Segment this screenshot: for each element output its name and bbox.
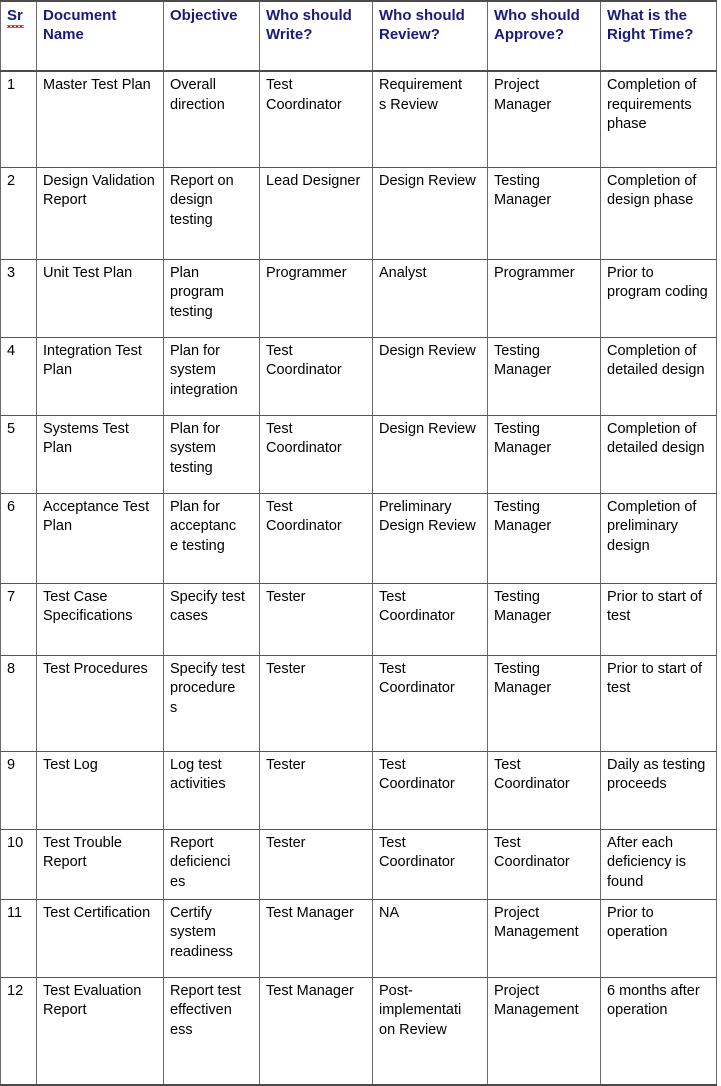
cell-right-time: Prior to start of test <box>601 655 717 751</box>
cell-who-should-write: Test Coordinator <box>260 337 373 415</box>
cell-who-should-write: Tester <box>260 829 373 899</box>
cell-who-should-review: Test Coordinator <box>373 655 488 751</box>
cell-who-should-approve: Testing Manager <box>488 337 601 415</box>
table-row <box>1 337 717 415</box>
cell-objective: Report deficienci es <box>164 829 260 899</box>
cell-sr: 10 <box>1 829 37 899</box>
cell-who-should-write: Tester <box>260 583 373 655</box>
cell-sr: 2 <box>1 167 37 259</box>
cell-who-should-write: Test Coordinator <box>260 71 373 167</box>
cell-who-should-approve: Project Management <box>488 977 601 1085</box>
cell-right-time: Prior to start of test <box>601 583 717 655</box>
cell-objective: Plan for system integration <box>164 337 260 415</box>
cell-who-should-review: Preliminary Design Review <box>373 493 488 583</box>
cell-right-time: Daily as testing proceeds <box>601 751 717 829</box>
cell-objective: Plan program testing <box>164 259 260 337</box>
cell-who-should-write: Programmer <box>260 259 373 337</box>
cell-right-time: Prior to program coding <box>601 259 717 337</box>
cell-who-should-review: Test Coordinator <box>373 583 488 655</box>
column-header-who-should-approve: Who should Approve? <box>488 1 601 71</box>
cell-objective: Overall direction <box>164 71 260 167</box>
cell-document-name: Master Test Plan <box>37 71 164 167</box>
cell-right-time: Completion of preliminary design <box>601 493 717 583</box>
cell-who-should-write: Test Manager <box>260 899 373 977</box>
cell-who-should-review: Design Review <box>373 167 488 259</box>
column-header-what-is-the-right-time: What is the Right Time? <box>601 1 717 71</box>
table-row <box>1 829 717 899</box>
cell-who-should-write: Test Coordinator <box>260 493 373 583</box>
cell-who-should-review: NA <box>373 899 488 977</box>
column-header-objective: Objective <box>164 1 260 71</box>
cell-sr: 11 <box>1 899 37 977</box>
cell-objective: Plan for system testing <box>164 415 260 493</box>
cell-who-should-write: Lead Designer <box>260 167 373 259</box>
cell-document-name: Design Validation Report <box>37 167 164 259</box>
cell-right-time: Prior to operation <box>601 899 717 977</box>
cell-right-time: After each deficiency is found <box>601 829 717 899</box>
cell-document-name: Test Case Specifications <box>37 583 164 655</box>
cell-who-should-approve: Project Management <box>488 899 601 977</box>
cell-who-should-review: Design Review <box>373 337 488 415</box>
cell-objective: Report on design testing <box>164 167 260 259</box>
cell-sr: 5 <box>1 415 37 493</box>
cell-who-should-approve: Testing Manager <box>488 415 601 493</box>
cell-who-should-approve: Project Manager <box>488 71 601 167</box>
table-header-row <box>1 1 717 71</box>
table-row <box>1 71 717 167</box>
column-header-who-should-review: Who should Review? <box>373 1 488 71</box>
cell-who-should-write: Tester <box>260 751 373 829</box>
table-row <box>1 415 717 493</box>
cell-who-should-review: Requirement s Review <box>373 71 488 167</box>
table-row <box>1 583 717 655</box>
cell-sr: 9 <box>1 751 37 829</box>
cell-objective: Plan for acceptanc e testing <box>164 493 260 583</box>
cell-document-name: Test Certification <box>37 899 164 977</box>
table-row <box>1 655 717 751</box>
table-row <box>1 899 717 977</box>
cell-right-time: Completion of design phase <box>601 167 717 259</box>
cell-sr: 8 <box>1 655 37 751</box>
cell-who-should-review: Post- implementati on Review <box>373 977 488 1085</box>
cell-document-name: Test Procedures <box>37 655 164 751</box>
cell-objective: Specify test procedure s <box>164 655 260 751</box>
cell-who-should-write: Tester <box>260 655 373 751</box>
cell-who-should-approve: Test Coordinator <box>488 751 601 829</box>
cell-sr: 1 <box>1 71 37 167</box>
table-header <box>1 1 717 71</box>
cell-who-should-review: Test Coordinator <box>373 751 488 829</box>
cell-sr: 4 <box>1 337 37 415</box>
cell-sr: 12 <box>1 977 37 1085</box>
cell-who-should-write: Test Coordinator <box>260 415 373 493</box>
table-body <box>1 71 717 1085</box>
cell-right-time: Completion of requirements phase <box>601 71 717 167</box>
cell-objective: Specify test cases <box>164 583 260 655</box>
cell-objective: Log test activities <box>164 751 260 829</box>
cell-who-should-approve: Testing Manager <box>488 655 601 751</box>
cell-document-name: Acceptance Test Plan <box>37 493 164 583</box>
column-header-who-should-write: Who should Write? <box>260 1 373 71</box>
cell-document-name: Test Log <box>37 751 164 829</box>
column-header-sr <box>1 1 37 71</box>
cell-document-name: Unit Test Plan <box>37 259 164 337</box>
cell-objective: Report test effectiven ess <box>164 977 260 1085</box>
cell-who-should-review: Test Coordinator <box>373 829 488 899</box>
cell-sr: 6 <box>1 493 37 583</box>
cell-objective: Certify system readiness <box>164 899 260 977</box>
cell-who-should-approve: Testing Manager <box>488 493 601 583</box>
cell-document-name: Systems Test Plan <box>37 415 164 493</box>
cell-document-name: Integration Test Plan <box>37 337 164 415</box>
cell-who-should-write: Test Manager <box>260 977 373 1085</box>
cell-sr: 7 <box>1 583 37 655</box>
table-row <box>1 259 717 337</box>
cell-document-name: Test Evaluation Report <box>37 977 164 1085</box>
cell-who-should-approve: Test Coordinator <box>488 829 601 899</box>
table-row <box>1 977 717 1085</box>
table-row <box>1 167 717 259</box>
cell-who-should-approve: Testing Manager <box>488 583 601 655</box>
table-row <box>1 751 717 829</box>
cell-who-should-review: Design Review <box>373 415 488 493</box>
cell-who-should-review: Analyst <box>373 259 488 337</box>
table-row <box>1 493 717 583</box>
cell-document-name: Test Trouble Report <box>37 829 164 899</box>
cell-who-should-approve: Testing Manager <box>488 167 601 259</box>
column-header-sr-label: Sr <box>7 7 23 24</box>
cell-right-time: Completion of detailed design <box>601 415 717 493</box>
cell-right-time: 6 months after operation <box>601 977 717 1085</box>
cell-sr: 3 <box>1 259 37 337</box>
cell-who-should-approve: Programmer <box>488 259 601 337</box>
cell-right-time: Completion of detailed design <box>601 337 717 415</box>
column-header-document-name: Document Name <box>37 1 164 71</box>
